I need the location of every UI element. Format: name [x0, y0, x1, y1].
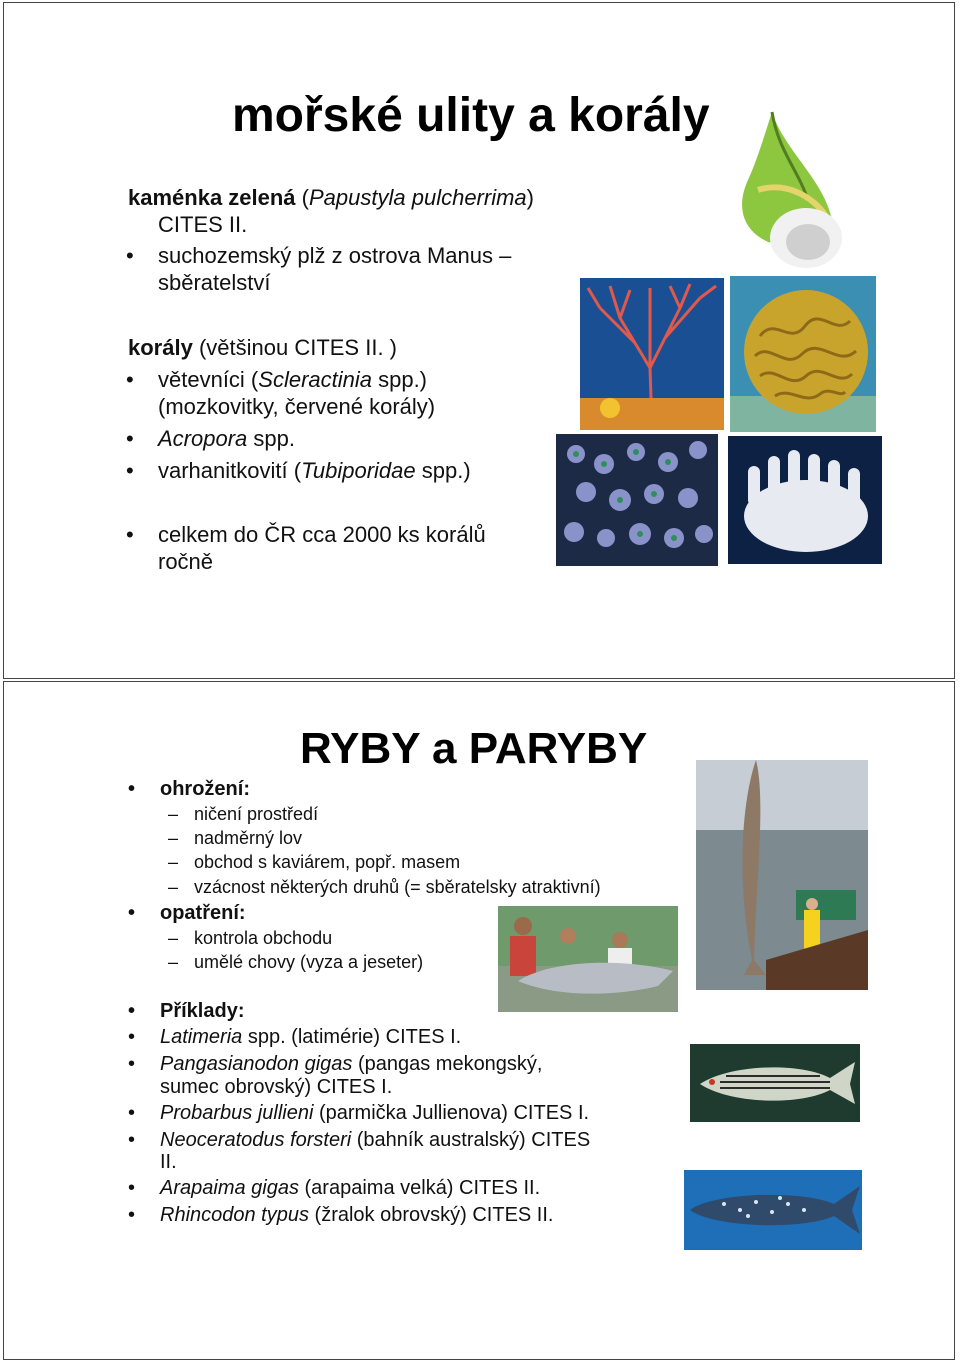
example-item	[160, 1175, 540, 1201]
coral-b1-pre: větevníci (	[158, 367, 259, 392]
whale-shark-image	[684, 1170, 862, 1250]
coral-bullet-1-cont: (mozkovitky, červené korály)	[158, 394, 436, 419]
coral-heading-rest: (většinou CITES II. )	[192, 335, 397, 360]
coral-b3-pre: varhanitkovití (	[158, 458, 302, 483]
coral-bullet-4: • celkem do ČR cca 2000 ks korálů	[158, 522, 486, 548]
catfish-men-image	[498, 906, 678, 1012]
example-latin: Pangasianodon gigas	[160, 1053, 353, 1075]
brain-coral-image	[730, 276, 876, 432]
coral-bullet-2	[158, 426, 295, 452]
example-item	[160, 1024, 461, 1050]
example-latin: Probarbus jullieni	[160, 1102, 314, 1124]
white-coral-image	[728, 436, 882, 564]
example-item-cont: sumec obrovský) CITES I.	[160, 1076, 393, 1098]
example-rest: (arapaima velká) CITES II.	[298, 1177, 541, 1199]
coral-b1-latin: Scleractinia	[258, 367, 372, 392]
coral-bullet-3	[158, 458, 471, 484]
coral-bullet-4-cont: ročně	[158, 549, 214, 574]
example-rest: spp. (latimérie) CITES I.	[242, 1026, 462, 1048]
example-latin: Latimeria	[160, 1026, 243, 1048]
red-coral-image	[580, 278, 724, 430]
example-rest: (pangas mekongský,	[352, 1053, 543, 1075]
threat-item: – obchod s kaviárem, popř. masem	[194, 850, 460, 874]
threats-label: • ohrožení:	[160, 776, 250, 802]
example-latin: Neoceratodus forsteri	[160, 1129, 352, 1151]
coral-b2-latin: Acropora	[158, 426, 248, 451]
example-item	[160, 1100, 589, 1126]
coral-b1-post: spp.)	[371, 367, 428, 392]
example-item	[160, 1127, 590, 1153]
coral-bullet-1	[158, 367, 427, 393]
threat-item: – vzácnost některých druhů (= sběratelsky atraktivní)	[194, 875, 601, 899]
hanging-fish-image	[696, 760, 868, 990]
examples-label: • Příklady:	[160, 998, 244, 1024]
example-rest: (žralok obrovský) CITES II.	[308, 1204, 554, 1226]
coral-b3-latin: Tubiporidae	[301, 458, 416, 483]
measures-label: • opatření:	[160, 900, 246, 926]
kamenka-open: (	[295, 185, 309, 210]
example-rest: (bahník australský) CITES	[351, 1129, 591, 1151]
coral-heading-bold: korály	[128, 335, 193, 360]
snail-image	[728, 110, 844, 272]
measure-item: – kontrola obchodu	[194, 926, 332, 950]
coral-b2-post: spp.	[247, 426, 295, 451]
example-rest: (parmička Jullienova) CITES I.	[313, 1102, 590, 1124]
kamenka-cites: CITES II.	[158, 212, 248, 237]
snail-bullet: • suchozemský plž z ostrova Manus –	[158, 243, 511, 269]
threat-item: – nadměrný lov	[194, 826, 302, 850]
measure-item: – umělé chovy (vyza a jeseter)	[194, 950, 423, 974]
kamenka-close: )	[526, 185, 534, 210]
coral-heading	[128, 335, 397, 361]
polyp-coral-image	[556, 434, 718, 566]
snail-bullet-cont: sběratelství	[158, 270, 271, 295]
example-item-cont: II.	[160, 1151, 177, 1173]
example-latin: Arapaima gigas	[160, 1177, 299, 1199]
striped-fish-image	[690, 1044, 860, 1122]
kamenka-line	[128, 185, 534, 211]
slide2-title: RYBY a PARYBY	[300, 724, 648, 773]
example-latin: Rhincodon typus	[160, 1204, 309, 1226]
example-item	[160, 1202, 553, 1228]
kamenka-name: kaménka zelená	[128, 185, 296, 210]
slide1-title: mořské ulity a korály	[232, 89, 710, 142]
kamenka-latin: Papustyla pulcherrima	[309, 185, 527, 210]
threat-item: – ničení prostředí	[194, 802, 318, 826]
coral-b3-post: spp.)	[415, 458, 471, 483]
